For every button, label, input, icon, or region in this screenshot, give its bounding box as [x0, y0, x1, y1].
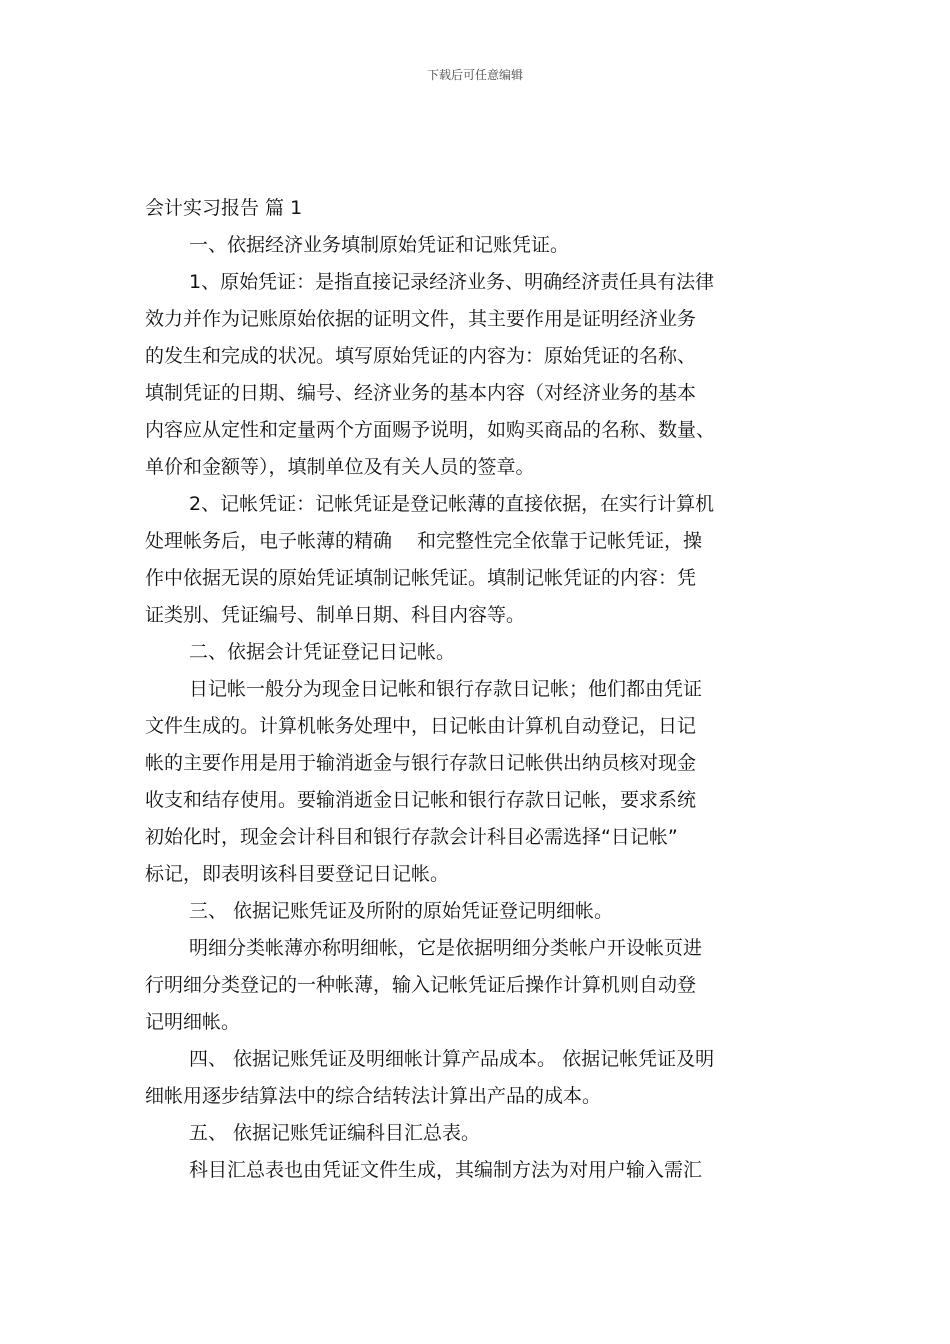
- text-line: 帐的主要作用是用于输消逝金与银行存款日记帐供出纳员核对现金: [145, 752, 697, 774]
- text-line: 标记，即表明该科目要登记日记帐。: [145, 863, 450, 885]
- section-heading-2: 二、依据会计凭证登记日记帐。: [189, 641, 456, 663]
- text-line: 处理帐务后，电子帐薄的精确 和完整性完全依靠于记帐凭证，操: [145, 530, 703, 552]
- text-line: 明细分类帐薄亦称明细帐，它是依据明细分类帐户开设帐页进: [189, 937, 703, 959]
- page-header-note: 下载后可任意编辑: [426, 68, 523, 82]
- text-line: 效力并作为记账原始依据的证明文件，其主要作用是证明经济业务: [145, 308, 697, 330]
- text-line: 内容应从定性和定量两个方面赐予说明，如购买商品的名称、数量、: [145, 419, 716, 441]
- document-title: 会计实习报告 篇 1: [145, 197, 303, 219]
- section-heading-1: 一、依据经济业务填制原始凭证和记账凭证。: [189, 234, 570, 256]
- text-line: 行明细分类登记的一种帐薄，输入记帐凭证后操作计算机则自动登: [145, 974, 697, 996]
- text-line: 的发生和完成的状况。填写原始凭证的内容为：原始凭证的名称、: [145, 345, 697, 367]
- text-line: 记明细帐。: [145, 1011, 241, 1033]
- text-line: 填制凭证的日期、编号、经济业务的基本内容（对经济业务的基本: [145, 382, 697, 404]
- document-body: [145, 190, 815, 1189]
- text-line: 日记帐一般分为现金日记帐和银行存款日记帐；他们都由凭证: [189, 678, 703, 700]
- section-heading-3: 三、 依据记账凭证及所附的原始凭证登记明细帐。: [189, 900, 614, 922]
- text-line: 细帐用逐步结算法中的综合结转法计算出产品的成本。: [145, 1085, 602, 1107]
- text-line: 证类别、凭证编号、制单日期、科目内容等。: [145, 604, 526, 626]
- text-line: 文件生成的。计算机帐务处理中，日记帐由计算机自动登记，日记: [145, 715, 697, 737]
- text-line: 单价和金额等），填制单位及有关人员的签章。: [145, 456, 535, 478]
- text-line: 科目汇总表也由凭证文件生成，其编制方法为对用户输入需汇: [189, 1159, 703, 1181]
- text-line: 收支和结存使用。要输消逝金日记帐和银行存款日记帐，要求系统: [145, 789, 697, 811]
- text-line: 2、记帐凭证：记帐凭证是登记帐薄的直接依据，在实行计算机: [189, 493, 715, 515]
- text-line: 作中依据无误的原始凭证填制记帐凭证。填制记帐凭证的内容：凭: [145, 567, 697, 589]
- text-line: 1、原始凭证：是指直接记录经济业务、明确经济责任具有法律: [189, 271, 715, 293]
- text-line: 初始化时，现金会计科目和银行存款会计科目必需选择“日记帐”: [145, 826, 678, 848]
- section-heading-5: 五、 依据记账凭证编科目汇总表。: [189, 1122, 481, 1144]
- section-heading-4: 四、 依据记账凭证及明细帐计算产品成本。 依据记帐凭证及明: [189, 1048, 715, 1070]
